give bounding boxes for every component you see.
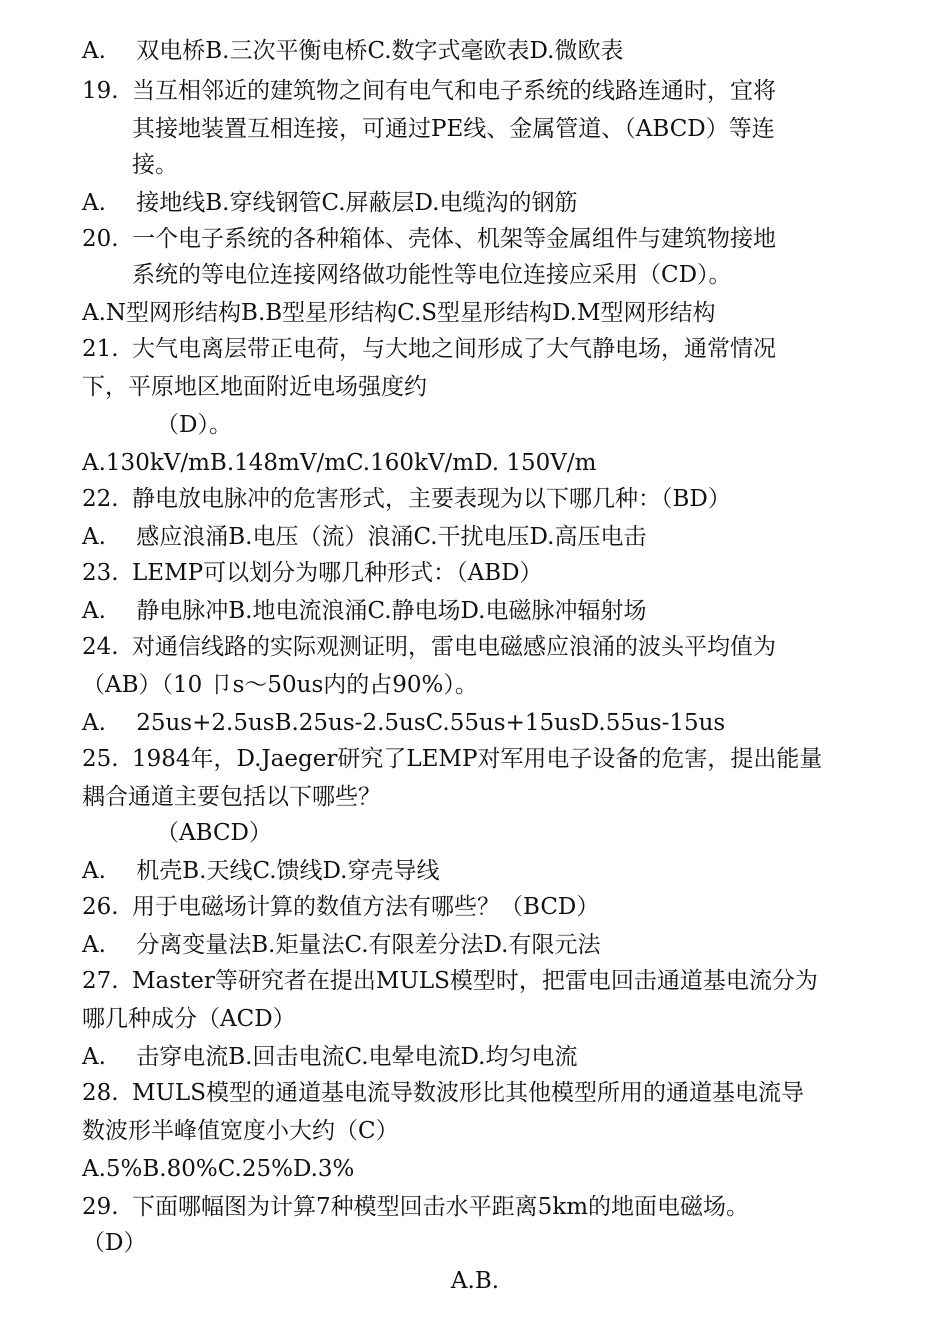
q19-stem-line2: 其接地装置互相连接，可通过PE线、金属管道、（ABCD）等连 [132,116,775,142]
q21-options: A.130kV/mB.148mV/mC.160kV/mD. 150V/m [82,450,597,476]
q19-number: 19. [82,78,119,104]
q20-options: A.N型网形结构B.B型星形结构C.S型星形结构D.M型网形结构 [82,300,716,326]
q21-answer: （D）。 [156,412,232,438]
q21-stem-line2: 下，平原地区地面附近电场强度约 [82,374,427,400]
q24-text-1: 对通信线路的实际观测证明，雷电电磁感应浪涌的波头平均值为 [132,634,776,660]
q29-figure-labels: A.B. [450,1268,500,1294]
q27-text-1: Master等研究者在提出MULS模型时，把雷电回击通道基电流分为 [132,968,818,994]
q26-text-1: 用于电磁场计算的数值方法有哪些？（BCD） [132,894,600,920]
q21-number: 21. [82,336,119,362]
q27-number: 27. [82,968,119,994]
q22-stem-line1 [82,484,731,514]
q22-options: A. 感应浪涌B.电压（流）浪涌C.干扰电压D.高压电击 [82,524,647,550]
q26-stem-line1 [82,892,599,922]
q20-stem-line1 [82,224,776,254]
q25-stem-line1 [82,744,822,774]
q24-number: 24. [82,634,119,660]
q25-options: A. 机壳B.天线C.馈线D.穿壳导线 [82,858,440,884]
q27-stem-line1 [82,966,818,996]
q20-text-1: 一个电子系统的各种箱体、壳体、机架等金属组件与建筑物接地 [132,226,776,252]
q19-options: A. 接地线B.穿线钢管C.屏蔽层D.电缆沟的钢筋 [82,190,578,216]
q18-options: A. 双电桥B.三次平衡电桥C.数字式毫欧表D.微欧表 [82,38,624,64]
q20-stem-line2: 系统的等电位连接网络做功能性等电位连接应采用（CD）。 [132,262,732,288]
q23-number: 23. [82,560,119,586]
q29-number: 29. [82,1194,119,1220]
q29-stem-line1 [82,1192,749,1222]
q29-text-1: 下面哪幅图为计算7种模型回击水平距离5km的地面电磁场。 [132,1194,750,1220]
q19-stem-line1 [82,76,776,106]
q28-options: A.5%B.80%C.25%D.3% [82,1156,355,1182]
q29-answer: （D） [82,1230,147,1256]
q23-text-1: LEMP可以划分为哪几种形式：（ABD） [132,560,543,586]
q28-stem-line2: 数波形半峰值宽度小大约（C） [82,1118,399,1144]
q27-options: A. 击穿电流B.回击电流C.电晕电流D.均匀电流 [82,1044,578,1070]
q23-options: A. 静电脉冲B.地电流浪涌C.静电场D.电磁脉冲辐射场 [82,598,647,624]
q22-number: 22. [82,486,119,512]
q26-options: A. 分离变量法B.矩量法C.有限差分法D.有限元法 [82,932,601,958]
q21-stem-line1 [82,334,776,364]
q25-stem-line2: 耦合通道主要包括以下哪些？ [82,784,381,810]
q19-stem-line3: 接。 [132,152,178,178]
q21-text-1: 大气电离层带正电荷，与大地之间形成了大气静电场，通常情况 [132,336,776,362]
q25-number: 25. [82,746,119,772]
q25-answer: （ABCD） [156,820,272,846]
q28-number: 28. [82,1080,119,1106]
q26-number: 26. [82,894,119,920]
q25-text-1: 1984年，D.Jaeger研究了LEMP对军用电子设备的危害，提出能量 [132,746,823,772]
q28-text-1: MULS模型的通道基电流导数波形比其他模型所用的通道基电流导 [132,1080,804,1106]
q24-options: A. 25us+2.5usB.25us-2.5usC.55us+15usD.55us-15us [82,710,726,736]
q28-stem-line1 [82,1078,804,1108]
q23-stem-line1 [82,558,543,588]
q19-text-1: 当互相邻近的建筑物之间有电气和电子系统的线路连通时，宜将 [132,78,776,104]
q24-stem-line2: （AB）（10 卩s〜50us内的占90%）。 [82,672,478,698]
q24-stem-line1 [82,632,776,662]
q20-number: 20. [82,226,119,252]
q22-text-1: 静电放电脉冲的危害形式，主要表现为以下哪几种：（BD） [132,486,731,512]
q27-stem-line2: 哪几种成分（ACD） [82,1006,296,1032]
